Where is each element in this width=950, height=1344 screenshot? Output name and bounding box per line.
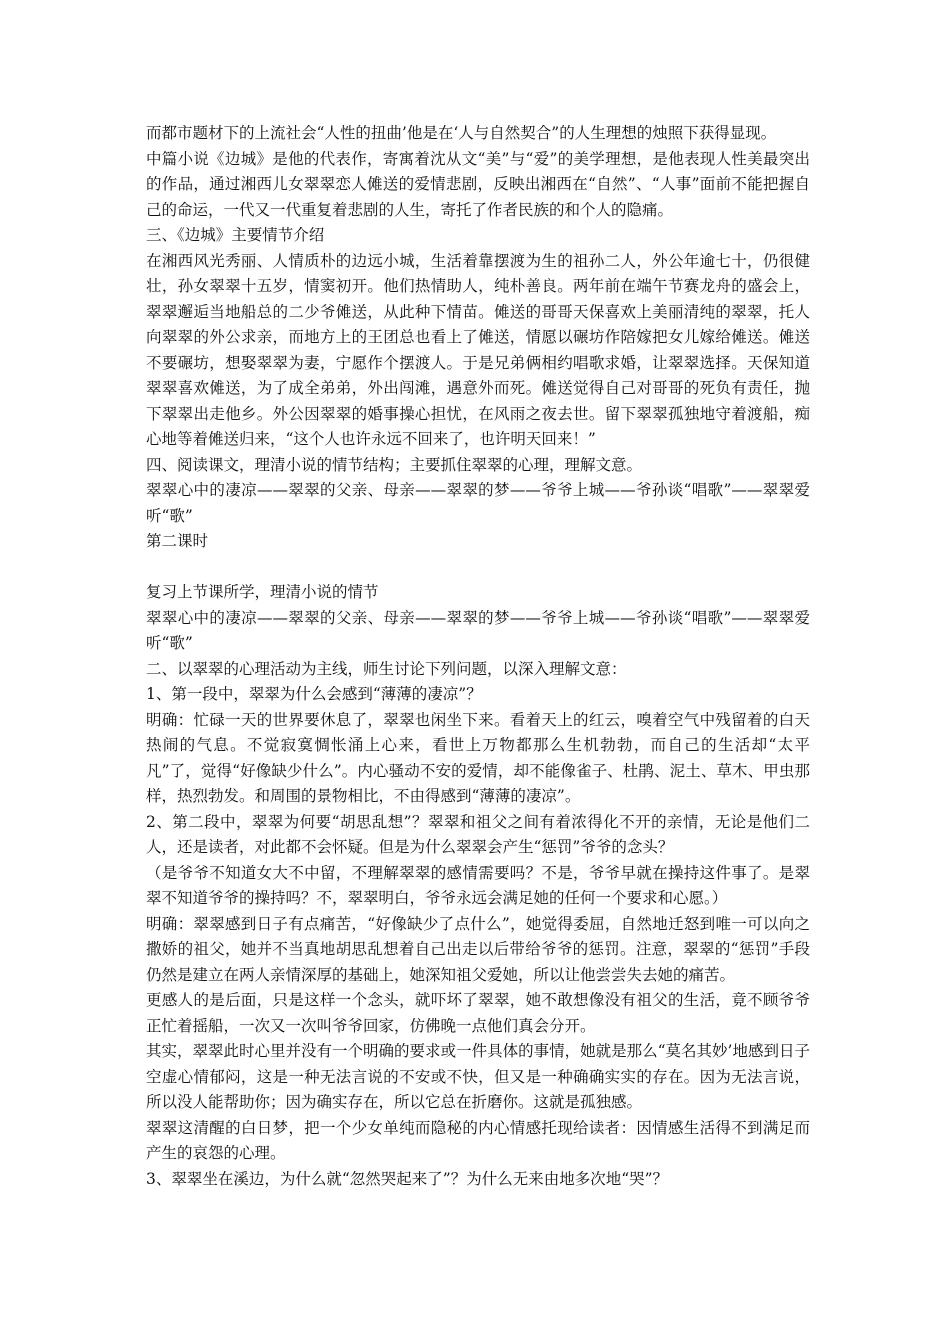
answer-2: 明确：翠翠感到日子有点痛苦，“好像缺少了点什么”，她觉得委屈，自然地迁怒到唯一可以向之撒娇的祖父，她并不当真地胡思乱想着自己出走以后带给爷爷的惩罚。注意，翠翠的“惩罚”手段仍然是建立在两人亲情深厚的基础上，她深知祖父爱她，所以让他尝尝失去她的痛苦。 (146, 914, 810, 984)
blank-line (146, 555, 810, 581)
paragraph-loneliness: 其实，翠翠此时心里并没有一个明确的要求或一件具体的事情，她就是那么“莫名其妙’地感到日子空虚心情郁闷，这是一种无法言说的不安或不快，但又是一种确确实实的存在。因为无法言说，所以没人能帮助你；因为确实存在，所以它总在折磨你。这就是孤独感。 (146, 1042, 810, 1111)
question-2-note: （是爷爷不知道女大不中留，不理解翠翠的感情需要吗？不是，爷爷早就在操持这件事了。是翠翠不知道爷爷的操持吗？不，翠翠明白，爷爷永远会满足她的任何一个要求和心愿。） (146, 863, 810, 907)
paragraph-review: 复习上节课所学，理清小说的情节 (146, 583, 379, 601)
paragraph-intro-continuation: 而都市题材下的上流社会“人性的扭曲’他是在‘人与自然契合”的人生理想的烛照下获得显现。 (146, 124, 777, 142)
paragraph-daydream: 翠翠这清醒的白日梦，把一个少女单纯而隐秘的内心情感托现给读者：因情感生活得不到满足而产生的哀怨的心理。 (146, 1118, 810, 1162)
paragraph-plot-structure-repeat: 翠翠心中的凄凉——翠翠的父亲、母亲——翠翠的梦——爷爷上城——爷孙谈“唱歌”——翠翠爱听“歌” (146, 608, 810, 652)
section-heading-discussion: 二、以翠翠的心理活动为主线，师生讨论下列问题，以深入理解文意： (146, 659, 627, 678)
paragraph-plot-intro: 在湘西风光秀丽、人情质朴的边远小城，生活着靠摆渡为生的祖孙二人，外公年逾七十，仍很健壮，孙女翠翠十五岁，情窦初开。他们热情助人，纯朴善良。两年前在端午节赛龙舟的盛会上，翠翠邂逅当地船总的二少爷傩送，从此种下情苗。傩送的哥哥天保喜欢上美丽清纯的翠翠，托人向翠翠的外公求亲，而地方上的王团总也看上了傩送，情愿以碾坊作陪嫁把女儿嫁给傩送。傩送不要碾坊，想娶翠翠为妻，宁愿作个摆渡人。于是兄弟俩相约唱歌求婚，让翠翠选择。天保知道翠翠喜欢傩送，为了成全弟弟，外出闯滩，遇意外而死。傩送觉得自己对哥哥的死负有责任，抛下翠翠出走他乡。外公因翠翠的婚事操心担忧，在风雨之夜去世。留下翠翠孤独地守着渡船，痴心地等着傩送归来，“这个人也许永远不回来了，也许明天回来！” (146, 251, 810, 448)
question-2: 2、第二段中，翠翠为何要“胡思乱想”？翠翠和祖父之间有着浓得化不开的亲情，无论是他们二人，还是读者，对此都不会怀疑。但是为什么翠翠会产生“惩罚”爷爷的念头？ (146, 812, 810, 856)
paragraph-plot-structure: 翠翠心中的凄凉——翠翠的父亲、母亲——翠翠的梦——爷爷上城——爷孙谈“唱歌”——翠翠爱听“歌” (146, 481, 810, 525)
question-1: 1、第一段中，翠翠为什么会感到“薄薄的凄凉”？ (146, 685, 482, 703)
lesson-heading-second: 第二课时 (146, 532, 209, 550)
section-heading-plot: 三、《边城》主要情节介绍 (146, 226, 325, 244)
paragraph-biancheng-summary: 中篇小说《边城》是他的代表作，寄寓着沈从文“美”与“爱”的美学理想，是他表现人性美最突出的作品，通过湘西儿女翠翠恋人傩送的爱情悲剧，反映出湘西在“自然”、“人事”面前不能把握自己的命运，一代又一代重复着悲剧的人生，寄托了作者民族的和个人的隐痛。 (146, 149, 810, 219)
section-heading-reading: 四、阅读课文，理清小说的情节结构；主要抓住翠翠的心理，理解文意。 (146, 455, 643, 474)
document-body (146, 121, 810, 1192)
paragraph-more-touching: 更感人的是后面，只是这样一个念头，就吓坏了翠翠，她不敢想像没有祖父的生活，竟不顾爷爷正忙着摇船，一次又一次叫爷爷回家，仿佛晚一点他们真会分开。 (146, 991, 810, 1035)
answer-1: 明确：忙碌一天的世界要休息了，翠翠也闲坐下来。看着天上的红云，嗅着空气中残留着的白天热闹的气息。不觉寂寞惆怅涌上心来，看世上万物都那么生机勃勃，而自己的生活却“太平凡”了，觉得“好像缺少什么”。内心骚动不安的爱情，却不能像雀子、杜鹃、泥土、草木、甲虫那样，热烈勃发。和周围的景物相比，不由得感到“薄薄的凄凉”。 (146, 710, 810, 805)
question-3: 3、翠翠坐在溪边，为什么就“忽然哭起来了”？为什么无来由地多次地“哭”？ (146, 1169, 669, 1188)
